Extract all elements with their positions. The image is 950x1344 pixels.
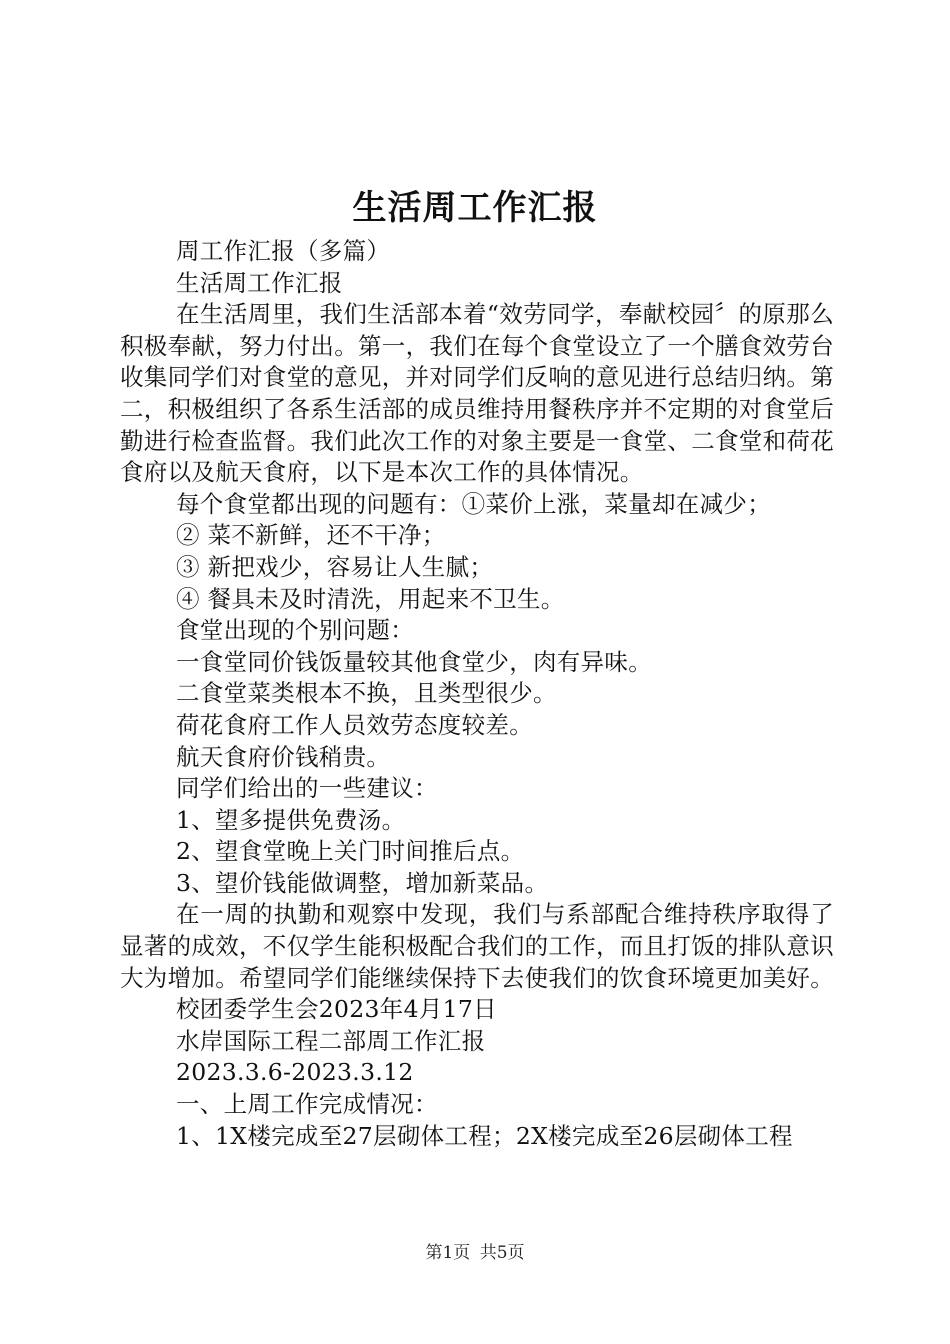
- paragraph-conclusion: 在一周的执勤和观察中发现，我们与系部配合维持秩序取得了显著的成效，不仅学生能积极配合我们的工作，而且打饭的排队意识大为增加。希望同学们能继续保持下去使我们的饮食环境更加美好。: [120, 900, 834, 992]
- paragraph-report-2-title: 水岸国际工程二部周工作汇报: [176, 1026, 486, 1055]
- paragraph-suggestion-3: 3、望价钱能做调整，增加新菜品。: [176, 868, 549, 897]
- paragraph-last-week-item-1: 1、1X楼完成至27层砌体工程；2X楼完成至26层砌体工程: [176, 1121, 793, 1150]
- paragraph-problem-4: ④ 餐具未及时清洗，用起来不卫生。: [176, 584, 565, 613]
- paragraph-intro: 在生活周里，我们生活部本着“效劳同学，奉献校园〞的原那么积极奉献，努力付出。第一，我们在每个食堂设立了一个膳食效劳台收集同学们对食堂的意见，并对同学们反响的意见进行总结归纳。第二，积极组织了各系生活部的成员维持用餐秩序并不定期的对食堂后勤进行检查监督。我们此次工作的对象主要是一食堂、二食堂和荷花食府以及航天食府，以下是本次工作的具体情况。: [120, 300, 834, 487]
- paragraph-canteen-1: 一食堂同价钱饭量较其他食堂少，肉有异味。: [176, 647, 652, 676]
- paragraph-section-title: 生活周工作汇报: [176, 268, 343, 297]
- paragraph-last-week-heading: 一、上周工作完成情况：: [176, 1090, 438, 1119]
- paragraph-problem-2: ② 菜不新鲜，还不干净；: [176, 521, 446, 550]
- paragraph-common-problems: 每个食堂都出现的问题有：①菜价上涨，菜量却在减少；: [176, 489, 771, 518]
- paragraph-individual-problems: 食堂出现的个别问题：: [176, 616, 414, 645]
- paragraph-suggestions: 同学们给出的一些建议：: [176, 774, 438, 803]
- paragraph-suggestion-2: 2、望食堂晚上关门时间推后点。: [176, 837, 525, 866]
- page-number: 第1页: [425, 1243, 471, 1263]
- paragraph-canteen-aerospace: 航天食府价钱稍贵。: [176, 742, 391, 771]
- paragraph-suggestion-1: 1、望多提供免费汤。: [176, 805, 406, 834]
- page-total: 共5页: [479, 1243, 525, 1263]
- page-footer: [0, 1242, 950, 1264]
- paragraph-canteen-lotus: 荷花食府工作人员效劳态度较差。: [176, 710, 533, 739]
- paragraph-date-range: 2023.3.6-2023.3.12: [176, 1058, 414, 1087]
- page-title: 生活周工作汇报: [352, 188, 598, 228]
- document-body: [120, 236, 834, 1152]
- paragraph-canteen-2: 二食堂菜类根本不换，且类型很少。: [176, 679, 557, 708]
- paragraph-problem-3: ③ 新把戏少，容易让人生腻；: [176, 552, 494, 581]
- paragraph-subtitle: 周工作汇报（多篇）: [176, 237, 391, 265]
- paragraph-signature: 校团委学生会2023年4月17日: [176, 995, 497, 1024]
